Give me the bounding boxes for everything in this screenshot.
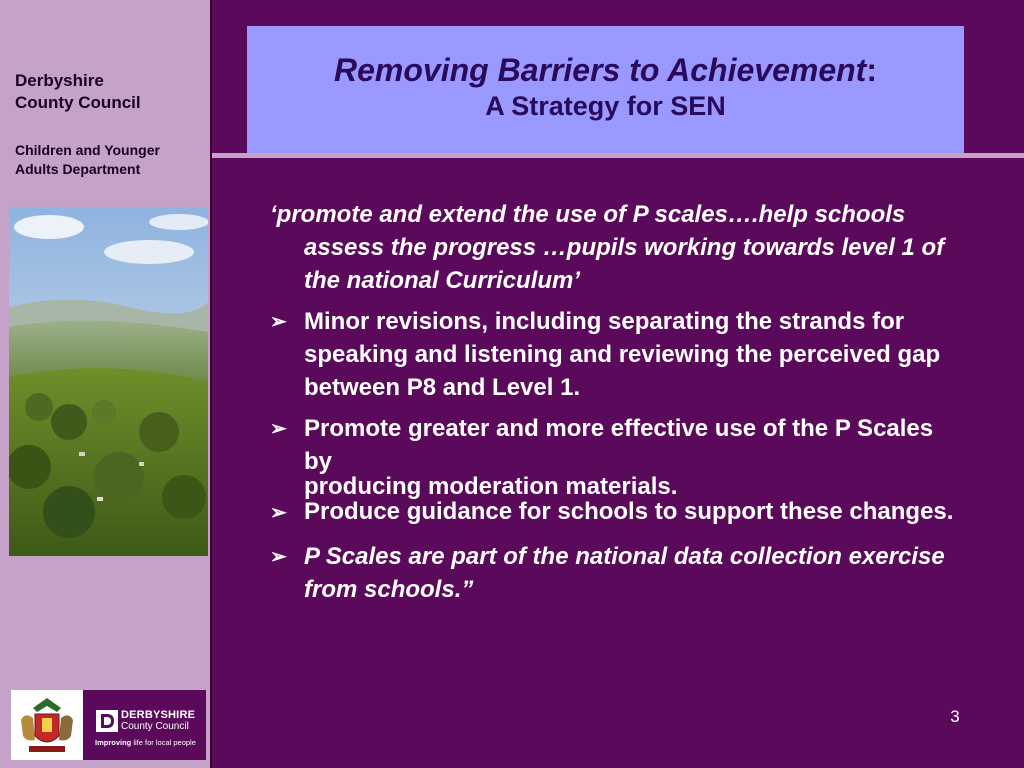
logo-tagline [95,738,196,747]
derbyshire-county-council-logo [93,708,203,754]
arrow-bullet-icon: ➢ [270,546,287,568]
dept-name-line2: Adults Department [15,161,141,177]
department-name [15,141,205,179]
dept-name-line1: Children and Younger [15,142,160,158]
landscape-photo [9,207,208,556]
bullet-text: Produce guidance for schools to support these changes. [304,498,954,525]
org-name-line1: Derbyshire [15,71,104,90]
sidebar [0,0,212,768]
title-divider [212,153,1024,158]
slide-subtitle: A Strategy for SEN [485,91,726,121]
arrow-bullet-icon: ➢ [270,418,287,440]
bullet-text [304,412,960,500]
bullet-item [270,500,960,524]
arrow-bullet-icon: ➢ [270,311,287,333]
slide-body [270,198,960,606]
bullet-text: P Scales are part of the national data collection exercise from schools.” [304,543,945,603]
logo-tagline-rest: life for local people [131,738,196,747]
page-number: 3 [950,707,960,726]
slide-title-box [247,26,964,153]
bullet-text: Minor revisions, including separating the strands for speaking and listening and reviewing the perceived gap between P8 and Level 1. [304,308,941,401]
logo-word-county-council: County Council [121,721,189,732]
quote-paragraph: ‘promote and extend the use of P scales….help schools assess the progress …pupils working towards level 1 of the national Curriculum’ [270,201,945,294]
council-logo-panel [11,690,206,760]
bullet-text-part-a: Promote greater and more effective use of the P Scales by [304,415,934,475]
bullet-item [270,540,960,606]
logo-word-derbyshire: DERBYSHIRE [121,709,196,721]
organization-name [15,70,205,114]
org-name-line2: County Council [15,93,141,112]
arrow-bullet-icon: ➢ [270,502,287,524]
slide-title [247,50,964,90]
slide-title-colon: : [866,52,877,88]
bullet-item [270,305,960,404]
dcc-mark-icon [96,710,118,732]
coat-of-arms-icon [11,690,83,760]
bullet-item [270,412,960,500]
logo-tagline-bold: Improving [95,738,132,747]
bullet-text-part-b: producing moderation materials. [304,473,678,500]
slide-title-main: Removing Barriers to Achievement [334,52,867,88]
